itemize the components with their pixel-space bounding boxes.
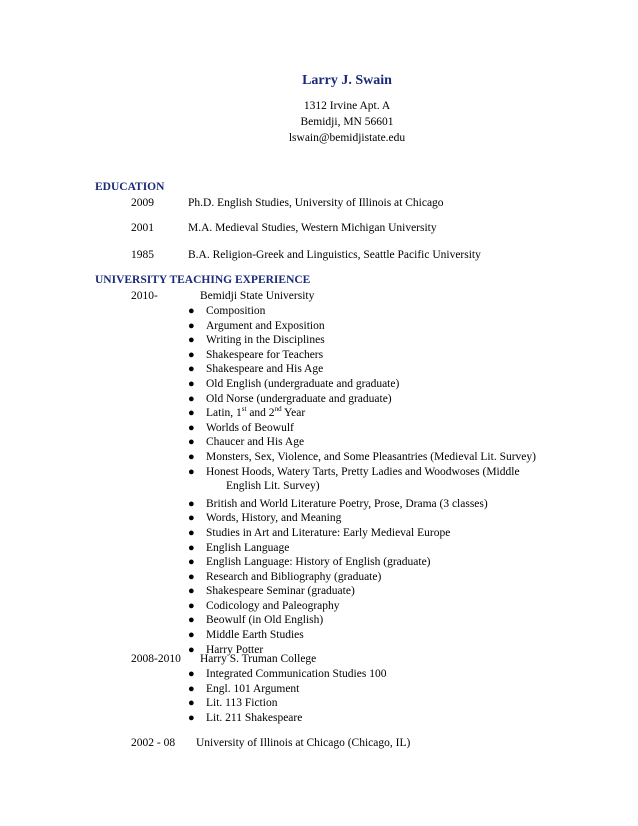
bullet-dot-icon: ● xyxy=(188,629,195,642)
bullet-dot-icon: ● xyxy=(188,711,195,724)
list-item: ● Honest Hoods, Watery Tarts, Pretty Ladies and Woodwoses (Middle English Lit. Survey) xyxy=(188,465,520,493)
education-year: 1985 xyxy=(131,249,154,261)
list-item: ● Argument and Exposition xyxy=(188,319,325,332)
bullet-dot-icon: ● xyxy=(188,450,195,463)
education-year: 2001 xyxy=(131,222,154,234)
job-years: 2002 - 08 xyxy=(131,737,176,749)
job-institution: University of Illinois at Chicago (Chicago, IL) xyxy=(196,737,411,749)
list-item: ● Codicology and Paleography xyxy=(188,599,340,612)
bullet-dot-icon: ● xyxy=(188,421,195,434)
list-item: ● Lit. 113 Fiction xyxy=(188,697,278,710)
list-item: ● Shakespeare and His Age xyxy=(188,363,324,376)
resume-name: Larry J. Swain xyxy=(302,73,392,88)
bullet-dot-icon: ● xyxy=(188,526,195,539)
bullet-dot-icon: ● xyxy=(188,668,195,680)
bullet-dot-icon: ● xyxy=(188,682,195,695)
bullet-dot-icon: ● xyxy=(188,334,195,347)
list-item: ● Writing in the Disciplines xyxy=(188,334,325,347)
bullet-dot-icon: ● xyxy=(188,392,195,405)
list-item: ● Chaucer and His Age xyxy=(188,436,305,449)
list-item: ● Words, History, and Meaning xyxy=(188,512,342,525)
bullet-dot-icon: ● xyxy=(188,570,195,583)
bullet-dot-icon: ● xyxy=(188,348,195,361)
address-line-2: Bemidji, MN 56601 xyxy=(300,116,394,128)
list-item: ● Composition xyxy=(188,305,266,317)
list-item: ● Worlds of Beowulf xyxy=(188,421,294,434)
bullet-dot-icon: ● xyxy=(188,556,195,569)
bullet-dot-icon: ● xyxy=(188,363,195,376)
email-address: lswain@bemidjistate.edu xyxy=(288,132,406,144)
list-item: ● Studies in Art and Literature: Early Medieval Europe xyxy=(188,526,451,539)
bullet-dot-icon: ● xyxy=(188,599,195,612)
list-item: ● Shakespeare for Teachers xyxy=(188,348,324,361)
address-line-1: 1312 Irvine Apt. A xyxy=(303,100,391,112)
list-item: ● Engl. 101 Argument xyxy=(188,682,300,695)
bullet-dot-icon: ● xyxy=(188,697,195,710)
bullet-dot-icon: ● xyxy=(188,614,195,627)
education-degree: B.A. Religion-Greek and Linguistics, Seattle Pacific University xyxy=(188,249,481,261)
course-list xyxy=(188,304,536,657)
list-item: ● Harry Potter xyxy=(188,643,264,656)
bullet-dot-icon: ● xyxy=(188,541,195,554)
course-list xyxy=(188,667,386,725)
job-institution: Harry S. Truman College xyxy=(200,653,317,665)
education-year: 2009 xyxy=(131,197,154,209)
job-years: 2010- xyxy=(131,290,158,302)
bullet-dot-icon: ● xyxy=(188,643,195,656)
list-item: ● Research and Bibliography (graduate) xyxy=(188,570,382,583)
bullet-dot-icon: ● xyxy=(188,319,195,332)
list-item: ● Shakespeare Seminar (graduate) xyxy=(188,585,355,598)
education-degree: M.A. Medieval Studies, Western Michigan University xyxy=(188,222,437,234)
bullet-dot-icon: ● xyxy=(188,465,195,478)
bullet-dot-icon: ● xyxy=(188,512,195,525)
list-item: ● English Language xyxy=(188,541,290,554)
list-item: ● Middle Earth Studies xyxy=(188,629,304,642)
job-years: 2008-2010 xyxy=(131,653,181,665)
list-item: ● Lit. 211 Shakespeare xyxy=(188,711,303,724)
list-item: ● Monsters, Sex, Violence, and Some Pleasantries (Medieval Lit. Survey) xyxy=(188,450,536,463)
list-item: ● Integrated Communication Studies 100 xyxy=(188,668,387,680)
bullet-dot-icon: ● xyxy=(188,407,195,420)
bullet-dot-icon: ● xyxy=(188,436,195,449)
list-item: ● Old Norse (undergraduate and graduate) xyxy=(188,392,392,405)
bullet-dot-icon: ● xyxy=(188,305,195,317)
list-item: ● British and World Literature Poetry, Prose, Drama (3 classes) xyxy=(188,497,488,510)
bullet-dot-icon: ● xyxy=(188,497,195,510)
education-degree: Ph.D. English Studies, University of Illinois at Chicago xyxy=(188,197,444,209)
list-item: ● Old English (undergraduate and graduate) xyxy=(188,377,400,390)
list-item: ● Latin, 1st and 2nd Year xyxy=(188,405,306,420)
list-item: ● Beowulf (in Old English) xyxy=(188,614,324,627)
teaching-heading: UNIVERSITY TEACHING EXPERIENCE xyxy=(95,274,311,286)
bullet-dot-icon: ● xyxy=(188,585,195,598)
list-item: ● English Language: History of English (graduate) xyxy=(188,556,431,569)
resume-header xyxy=(0,72,638,146)
education-heading: EDUCATION xyxy=(95,181,165,193)
bullet-dot-icon: ● xyxy=(188,377,195,390)
job-institution: Bemidji State University xyxy=(200,290,315,302)
